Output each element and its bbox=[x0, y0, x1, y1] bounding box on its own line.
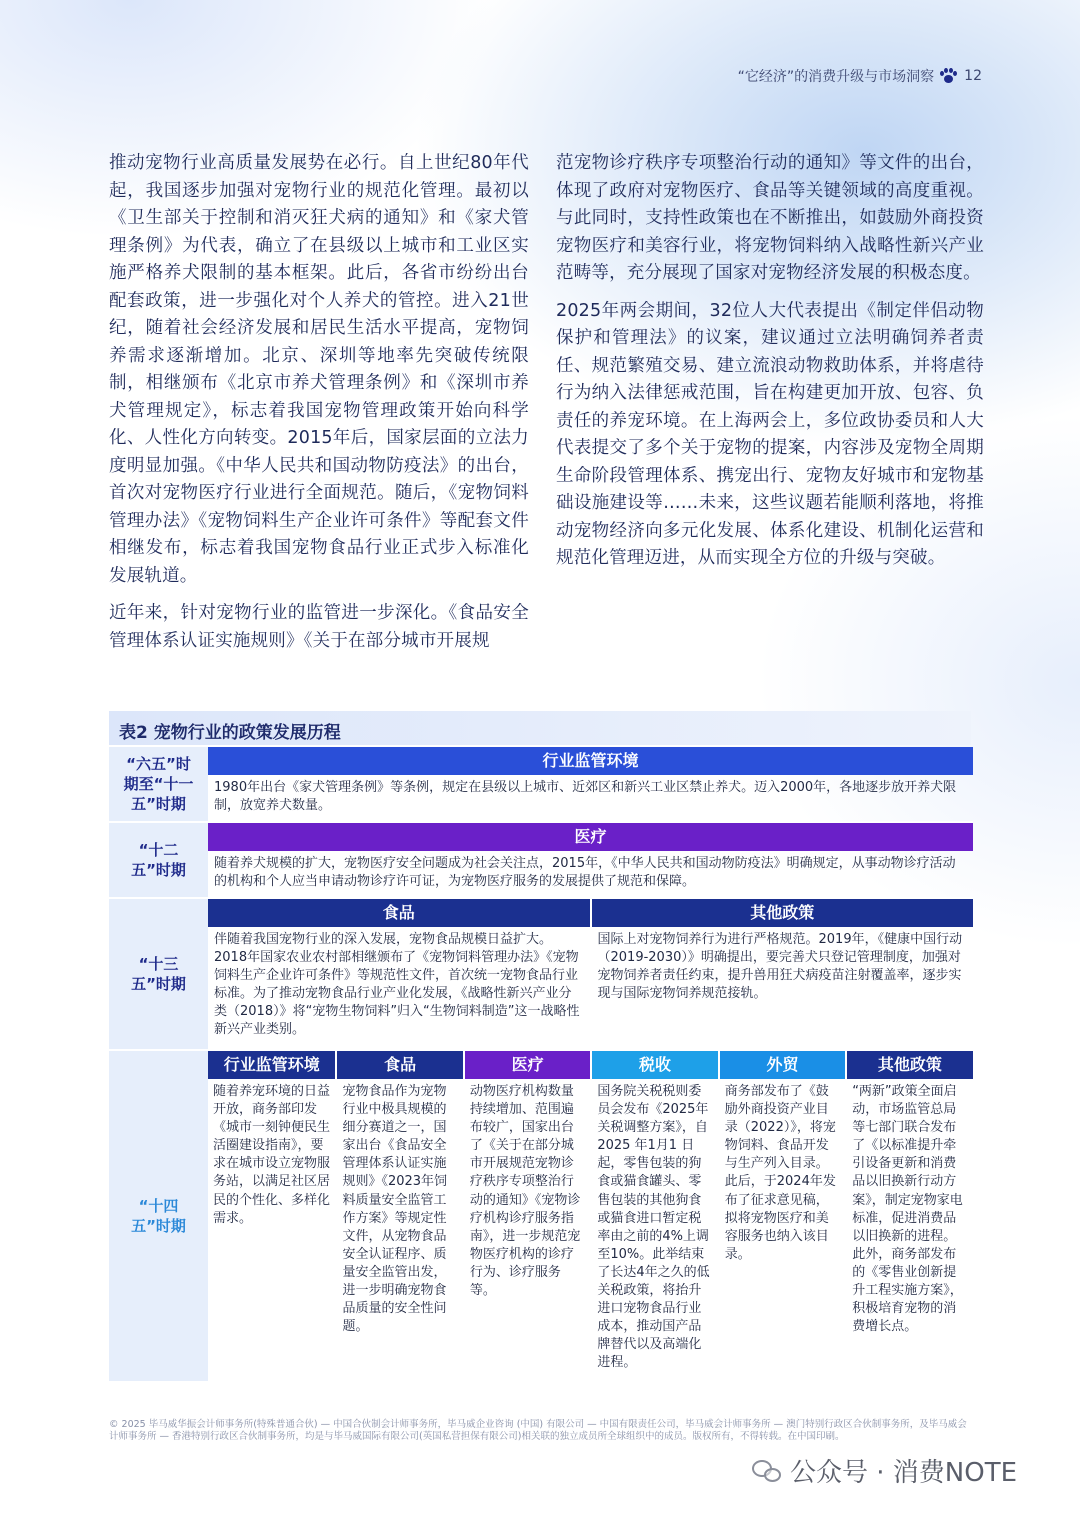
paragraph: 范宠物诊疗秩序专项整治行动的通知》等文件的出台，体现了政府对宠物医疗、食品等关键领域的高度重视。与此同时，支持性政策也在不断推出，如鼓励外商投资宠物医疗和美容行业，将宠物饲料纳入战略性新兴产业范畴等，充分展现了国家对宠物经济发展的积极态度。 bbox=[556, 153, 984, 283]
column-header: 医疗 bbox=[465, 1051, 590, 1079]
table-title: 表2 宠物行业的政策发展历程 bbox=[109, 711, 971, 745]
cell-text: 1980年出台《家犬管理条例》等条例，规定在县级以上城市、近郊区和新兴工业区禁止养犬。迈入2000年，各地逐步放开养犬限制，放宽养犬数量。 bbox=[214, 780, 957, 813]
header-title: “它经济”的消费升级与市场洞察 bbox=[737, 69, 935, 85]
cell-text: 动物医疗机构数量持续增加、范围遍布较广，国家出台了《关于在部分城市开展规范宠物诊疗秩序专项整治行动的通知》《宠物诊疗机构诊疗服务指南》，进一步规范宠物医疗机构的诊疗行为、诊疗服务等。 bbox=[469, 1084, 581, 1299]
cell-text: 伴随着我国宠物行业的深入发展，宠物食品规模日益扩大。2018年国家农业农村部相继颁布了《宠物饲料管理办法》《宠物饲料生产企业许可条件》等规范性文件，首次统一宠物食品行业标准。为了推动宠物食品行业产业化发展，《战略性新兴产业分类（2018）》将“宠物生物饲料”归入“生物饲料制造”这一战略性新兴产业类别。 bbox=[214, 932, 580, 1037]
policy-table bbox=[109, 747, 973, 1383]
cell-text: 宠物食品作为宠物行业中极具规模的细分赛道之一，国家出台《食品安全管理体系认证实施规则》《2023年饲料质量安全监管工作方案》等规定性文件，从宠物食品安全认证程序、质量安全监管出发，进一步明确宠物食品质量的安全性问题。 bbox=[342, 1084, 448, 1335]
table-cell bbox=[208, 899, 590, 1049]
cell-text: 商务部发布了《鼓励外商投资产业目录（2022）》，将宠物饲料、食品开发与生产列入目录。此后，于2024年发布了征求意见稿，拟将宠物医疗和美容服务也纳入该目录。 bbox=[724, 1084, 836, 1262]
table-cell bbox=[718, 1051, 845, 1381]
column-header: 食品 bbox=[337, 1051, 462, 1079]
column-header: 食品 bbox=[208, 899, 590, 927]
table-row bbox=[109, 899, 973, 1051]
table-row bbox=[109, 1051, 973, 1383]
table-cell bbox=[590, 1051, 717, 1381]
watermark-text: 公众号 · 消费NOTE bbox=[790, 1458, 1018, 1488]
paragraph: 2025年两会期间，32位人大代表提出《制定伴侣动物保护和管理法》的议案，建议通过立法明确饲养者责任、规范繁殖交易、建立流浪动物救助体系，并将虐待行为纳入法律惩戒范围，旨在构建更加开放、包容、负责任的养宠环境。在上海两会上，多位政协委员和人大代表提交了多个关于宠物的提案，内容涉及宠物全周期生命阶段管理体系、携宠出行、宠物友好城市和宠物基础设施建设等……未来，这些议题若能顺利落地，将推动宠物经济向多元化发展、体系化建设、机制化运营和规范化管理迈进，从而实现全方位的升级与突破。 bbox=[556, 300, 984, 568]
page-header bbox=[738, 66, 982, 86]
row-content bbox=[208, 1051, 973, 1381]
cell-text: “两新”政策全面启动，市场监管总局等七部门联合发布了《以标准提升牵引设备更新和消费品以旧换新行动方案》，制定宠物家电标准，促进消费品以旧换新的进程。此外，商务部发布的《零售业创新提升工程实施方案》，积极培育宠物的消费增长点。 bbox=[852, 1084, 963, 1335]
period-cell: “十四五”时期 bbox=[109, 1051, 208, 1381]
cell-text: 随着养犬规模的扩大，宠物医疗安全问题成为社会关注点，2015年，《中华人民共和国动物防疫法》明确规定，从事动物诊疗活动的机构和个人应当申请动物诊疗许可证，为宠物医疗服务的发展提供了规范和保障。 bbox=[214, 856, 956, 889]
paw-icon bbox=[940, 68, 958, 84]
column-header: 其他政策 bbox=[592, 899, 974, 927]
table-cell bbox=[208, 1051, 335, 1381]
period-cell: “六五”时期至“十一五”时期 bbox=[109, 747, 208, 821]
left-column bbox=[109, 150, 529, 665]
paragraph: 推动宠物行业高质量发展势在必行。自上世纪80年代起，我国逐步加强对宠物行业的规范化管理。最初以《卫生部关于控制和消灭狂犬病的通知》和《家犬管理条例》为代表，确立了在县级以上城市和工业区实施严格养犬限制的基本框架。此后，各省市纷纷出台配套政策，进一步强化对个人养犬的管控。进入21世纪，随着社会经济发展和居民生活水平提高，宠物饲养需求逐渐增加。北京、深圳等地率先突破传统限制，相继颁布《北京市养犬管理条例》和《深圳市养犬管理规定》，标志着我国宠物管理政策开始向科学化、人性化方向转变。2015年后，国家层面的立法力度明显加强。《中华人民共和国动物防疫法》的出台，首次对宠物医疗行业进行全面规范。随后，《宠物饲料管理办法》《宠物饲料生产企业许可条件》等配套文件相继发布，标志着我国宠物食品行业正式步入标准化发展轨道。 bbox=[109, 153, 529, 586]
right-column bbox=[556, 150, 984, 583]
cell-text: 国际上对宠物饲养行为进行严格规范。2019年，《健康中国行动（2019-2030）》明确提出，要完善犬只登记管理制度，加强对宠物饲养者责任约束，提升兽用狂犬病疫苗注射覆盖率，逐步实现与国际宠物饲养规范接轨。 bbox=[597, 932, 963, 1001]
table-row bbox=[109, 747, 973, 823]
period-cell: “十二五”时期 bbox=[109, 823, 208, 897]
watermark bbox=[752, 1452, 1017, 1489]
table-cell bbox=[590, 899, 974, 1049]
column-header: 税收 bbox=[592, 1051, 717, 1079]
column-header: 行业监管环境 bbox=[208, 747, 973, 775]
cell-text: 随着养宠环境的日益开放，商务部印发《城市一刻钟便民生活圈建设指南》，要求在城市设立宠物服务站，以满足社区居民的个性化、多样化需求。 bbox=[213, 1084, 331, 1226]
row-content bbox=[208, 823, 973, 897]
column-header: 医疗 bbox=[208, 823, 973, 851]
page-number: 12 bbox=[964, 68, 982, 84]
wechat-icon bbox=[752, 1458, 782, 1484]
column-header: 行业监管环境 bbox=[208, 1051, 335, 1079]
column-header: 其他政策 bbox=[847, 1051, 972, 1079]
table-row bbox=[109, 823, 973, 899]
paragraph: 近年来，针对宠物行业的监管进一步深化。《食品安全管理体系认证实施规则》《关于在部分城市开展规 bbox=[109, 603, 529, 651]
copyright-footer: © 2025 毕马威华振会计师事务所(特殊普通合伙) — 中国合伙制会计师事务所，毕马威企业咨询 (中国) 有限公司 — 中国有限责任公司，毕马威会计师事务所 — 澳门特别行政区合伙制事务所，及毕马威会计师事务所 — 香港特别行政区合伙制事务所，均是与毕马威国际有限公司(英国私营担保有限公司)相关联的独立成员所全球组织中的成员。版权所有，不得转载。在中国印刷。 bbox=[109, 1419, 967, 1442]
table-cell bbox=[335, 1051, 462, 1381]
cell-text: 国务院关税税则委员会发布《2025年关税调整方案》，自2025 年1月1 日起，零售包装的狗食或猫食罐头、零售包装的其他狗食或猫食进口暂定税率由之前的4%上调至10%。此举结束了长达4年之久的低关税政策，将抬升进口宠物食品行业成本，推动国产品牌替代以及高端化进程。 bbox=[597, 1084, 710, 1371]
row-content bbox=[208, 747, 973, 821]
table-cell bbox=[845, 1051, 972, 1381]
period-cell: “十三五”时期 bbox=[109, 899, 208, 1049]
table-cell bbox=[463, 1051, 590, 1381]
column-header: 外贸 bbox=[720, 1051, 845, 1079]
row-content bbox=[208, 899, 973, 1049]
